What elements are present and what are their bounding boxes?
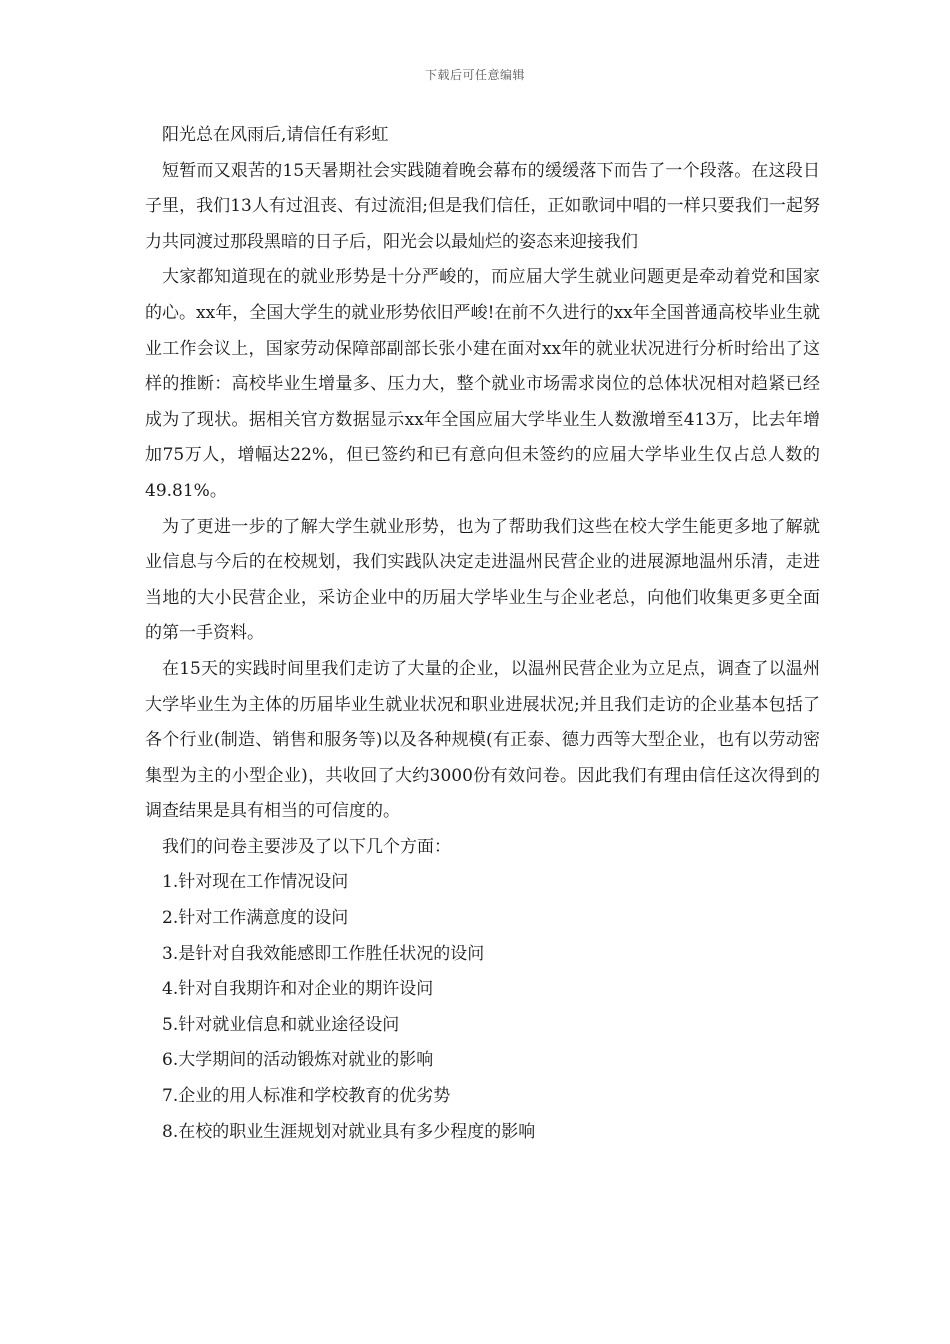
list-item: 4.针对自我期许和对企业的期许设问	[162, 979, 434, 1000]
document-body	[145, 118, 820, 1150]
list-item: 7.企业的用人标准和学校教育的优劣势	[162, 1086, 451, 1107]
paragraph-survey-process: 在15天的实践时间里我们走访了大量的企业，以温州民营企业为立足点，调查了以温州大学毕业生为主体的历届毕业生就业状况和职业进展状况;并且我们走访的企业基本包括了各个行业(制造、销售和服务等)以及各种规模(有正泰、德力西等大型企业，也有以劳动密集型为主的小型企业)，共收回了大约3000份有效问卷。因此我们有理由信任这次得到的调查结果是具有相当的可信度的。	[145, 658, 820, 822]
paragraph-employment-situation: 大家都知道现在的就业形势是十分严峻的，而应届大学生就业问题更是牵动着党和国家的心。xx年，全国大学生的就业形势依旧严峻!在前不久进行的xx年全国普通高校毕业生就业工作会议上，国家劳动保障部副部长张小建在面对xx年的就业状况进行分析时给出了这样的推断：高校毕业生增量多、压力大，整个就业市场需求岗位的总体状况相对趋紧已经成为了现状。据相关官方数据显示xx年全国应届大学毕业生人数激增至413万，比去年增加75万人，增幅达22%，但已签约和已有意向但未签约的应届大学毕业生仅占总人数的49.81%。	[145, 267, 820, 501]
list-item: 5.针对就业信息和就业途径设问	[162, 1014, 400, 1035]
paragraph-survey-aspects: 我们的问卷主要涉及了以下几个方面：	[162, 836, 451, 857]
header-note: 下载后可任意编辑	[424, 68, 525, 82]
list-item: 6.大学期间的活动锻炼对就业的影响	[162, 1050, 434, 1071]
list-item: 8.在校的职业生涯规划对就业具有多少程度的影响	[162, 1121, 536, 1142]
list-item: 2.针对工作满意度的设问	[162, 908, 349, 929]
paragraph-intro: 短暂而又艰苦的15天暑期社会实践随着晚会幕布的缓缓落下而告了一个段落。在这段日子里，我们13人有过沮丧、有过流泪;但是我们信任，正如歌词中唱的一样只要我们一起努力共同渡过那段黑暗的日子后，阳光会以最灿烂的姿态来迎接我们	[145, 160, 820, 252]
list-item: 1.针对现在工作情况设问	[162, 872, 349, 893]
paragraph-purpose: 为了更进一步的了解大学生就业形势，也为了帮助我们这些在校大学生能更多地了解就业信息与今后的在校规划，我们实践队决定走进温州民营企业的进展源地温州乐清，走进当地的大小民营企业，采访企业中的历届大学毕业生与企业老总，向他们收集更多更全面的第一手资料。	[145, 516, 820, 644]
list-item: 3.是针对自我效能感即工作胜任状况的设问	[162, 943, 485, 964]
document-title: 阳光总在风雨后,请信任有彩虹	[162, 125, 389, 145]
